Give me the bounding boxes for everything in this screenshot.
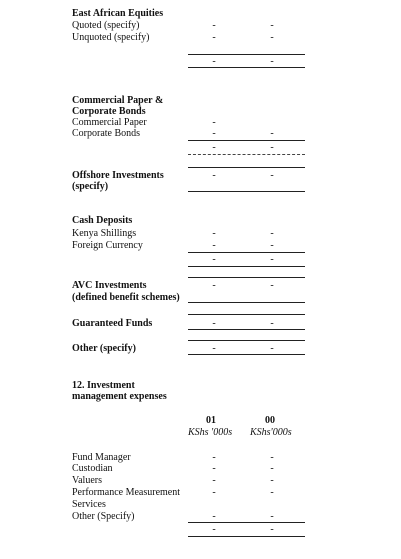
value-other-col1: -: [212, 343, 216, 354]
value-valuers-col1: -: [212, 475, 216, 486]
rule-line: [188, 252, 305, 253]
value-performance-col1: -: [212, 487, 216, 498]
section-heading-commercial-paper: Commercial Paper &: [72, 95, 164, 106]
total-cp-col2: -: [270, 142, 274, 153]
rule-line-dashed: [188, 154, 305, 155]
total-eae-col2: -: [270, 56, 274, 67]
total-expenses-col1: -: [212, 524, 216, 535]
section-heading-cash-deposits: Cash Deposits: [72, 215, 133, 226]
rule-line: [188, 522, 305, 523]
rule-line: [188, 54, 305, 55]
column-unit-00: KShs'000s: [250, 427, 292, 438]
value-kes-col1: -: [212, 228, 216, 239]
value-avc-col2: -: [270, 280, 274, 291]
row-label-kenya-shillings: Kenya Shillings: [72, 228, 137, 239]
value-corporate-bonds-col1: -: [212, 128, 216, 139]
section-heading-expenses: 12. Investment: [72, 380, 135, 391]
row-label-performance-measurement: Performance Measurement: [72, 487, 181, 498]
rule-line: [188, 167, 305, 168]
value-guaranteed-col1: -: [212, 318, 216, 329]
section-heading-offshore-specify: (specify): [72, 181, 109, 192]
value-offshore-col1: -: [212, 170, 216, 181]
rule-line: [188, 302, 305, 303]
rule-line: [188, 67, 305, 68]
total-cash-col1: -: [212, 254, 216, 265]
row-label-foreign-currency: Foreign Currency: [72, 240, 143, 251]
section-heading-corporate-bonds: Corporate Bonds: [72, 106, 146, 117]
value-other-col2: -: [270, 343, 274, 354]
row-label-custodian: Custodian: [72, 463, 113, 474]
value-performance-col2: -: [270, 487, 274, 498]
total-eae-col1: -: [212, 56, 216, 67]
value-kes-col2: -: [270, 228, 274, 239]
value-offshore-col2: -: [270, 170, 274, 181]
value-quoted-col1: -: [212, 20, 216, 31]
section-heading-avc: AVC Investments: [72, 280, 147, 291]
value-other-expenses-col2: -: [270, 511, 274, 522]
section-heading-east-african-equities: East African Equities: [72, 8, 164, 19]
row-label-corporate-bonds: Corporate Bonds: [72, 128, 141, 139]
row-label-quoted: Quoted (specify): [72, 20, 140, 31]
rule-line: [188, 340, 305, 341]
section-heading-avc-sub: (defined benefit schemes): [72, 292, 180, 303]
value-unquoted-col1: -: [212, 32, 216, 43]
rule-line: [188, 354, 305, 355]
column-year-01: 01: [206, 415, 216, 426]
value-fx-col2: -: [270, 240, 274, 251]
value-fx-col1: -: [212, 240, 216, 251]
section-heading-guaranteed-funds: Guaranteed Funds: [72, 318, 153, 329]
rule-line: [188, 277, 305, 278]
row-label-commercial-paper: Commercial Paper: [72, 117, 147, 128]
value-valuers-col2: -: [270, 475, 274, 486]
value-corporate-bonds-col2: -: [270, 128, 274, 139]
value-avc-col1: -: [212, 280, 216, 291]
row-label-fund-manager: Fund Manager: [72, 452, 131, 463]
row-label-valuers: Valuers: [72, 475, 102, 486]
section-heading-other: Other (specify): [72, 343, 136, 354]
rule-line: [188, 314, 305, 315]
total-cash-col2: -: [270, 254, 274, 265]
column-unit-01: KShs '000s: [188, 427, 233, 438]
row-label-unquoted: Unquoted (specify): [72, 32, 150, 43]
row-label-services: Services: [72, 499, 106, 510]
value-quoted-col2: -: [270, 20, 274, 31]
value-custodian-col1: -: [212, 463, 216, 474]
total-expenses-col2: -: [270, 524, 274, 535]
value-unquoted-col2: -: [270, 32, 274, 43]
rule-line: [188, 140, 305, 141]
total-cp-col1: -: [212, 142, 216, 153]
rule-line: [188, 536, 305, 537]
section-heading-offshore: Offshore Investments: [72, 170, 164, 181]
value-guaranteed-col2: -: [270, 318, 274, 329]
row-label-other-specify: Other (Specify): [72, 511, 135, 522]
rule-line: [188, 266, 305, 267]
rule-line: [188, 329, 305, 330]
column-year-00: 00: [265, 415, 275, 426]
value-commercial-paper-col1: -: [212, 117, 216, 128]
section-heading-expenses-sub: management expenses: [72, 391, 167, 402]
rule-line: [188, 191, 305, 192]
value-other-expenses-col1: -: [212, 511, 216, 522]
value-fund-manager-col2: -: [270, 452, 274, 463]
value-fund-manager-col1: -: [212, 452, 216, 463]
value-custodian-col2: -: [270, 463, 274, 474]
